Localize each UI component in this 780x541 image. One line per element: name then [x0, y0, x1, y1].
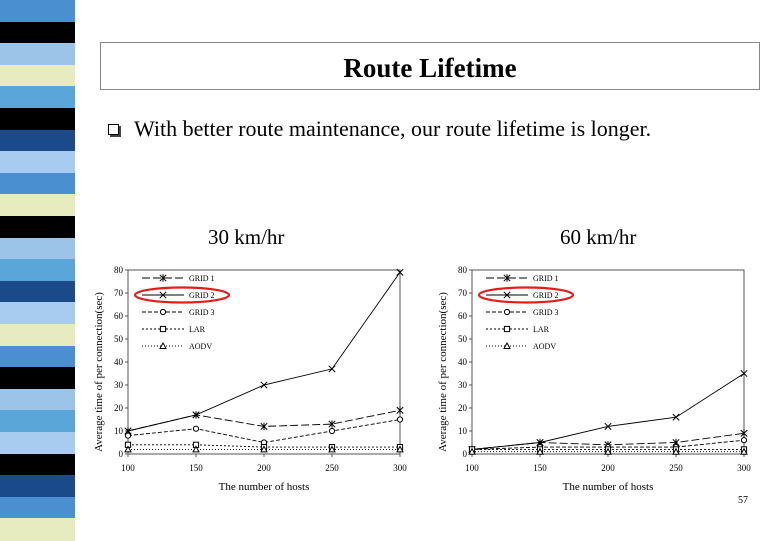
- stripe-block: [0, 65, 75, 88]
- x-tick-label: 300: [393, 463, 407, 473]
- stripe-block: [0, 518, 75, 541]
- y-tick-label: 0: [118, 449, 123, 459]
- x-tick-label: 250: [669, 463, 683, 473]
- chart-label-30: 30 km/hr: [208, 225, 285, 249]
- y-tick-label: 60: [114, 311, 123, 321]
- x-tick-label: 300: [737, 463, 751, 473]
- legend-label: LAR: [189, 325, 205, 334]
- y-tick-label: 10: [458, 426, 467, 436]
- y-axis-label: Average time of per connection(sec): [437, 292, 449, 452]
- stripe-block: [0, 389, 75, 412]
- bullet-text: With better route maintenance, our route lifetime is longer.: [134, 116, 652, 141]
- y-tick-label: 80: [114, 265, 123, 275]
- legend-label: GRID 1: [533, 274, 559, 283]
- y-axis-label: Average time of per connection(sec): [93, 292, 105, 452]
- data-point: [125, 433, 130, 438]
- y-tick-label: 70: [458, 288, 467, 298]
- y-tick-label: 30: [114, 380, 123, 390]
- stripe-block: [0, 259, 75, 282]
- stripe-block: [0, 86, 75, 109]
- legend-label: GRID 2: [533, 291, 559, 300]
- y-tick-label: 50: [114, 334, 123, 344]
- x-tick-label: 100: [121, 463, 135, 473]
- stripe-block: [0, 346, 75, 369]
- legend-label: GRID 3: [189, 308, 215, 317]
- legend-label: GRID 3: [533, 308, 559, 317]
- x-tick-label: 150: [189, 463, 203, 473]
- legend-marker: [160, 326, 165, 331]
- series-line: [128, 272, 400, 431]
- x-tick-label: 100: [465, 463, 479, 473]
- series-grid-2: [125, 269, 403, 434]
- data-point: [329, 428, 334, 433]
- legend-label: AODV: [533, 342, 557, 351]
- y-tick-label: 0: [462, 449, 467, 459]
- stripe-block: [0, 108, 75, 131]
- y-tick-label: 50: [458, 334, 467, 344]
- stripe-block: [0, 22, 75, 45]
- x-axis-label: The number of hosts: [218, 481, 310, 493]
- stripe-block: [0, 410, 75, 433]
- series-grid-1: [125, 407, 403, 435]
- legend-label: AODV: [189, 342, 213, 351]
- x-tick-label: 250: [325, 463, 339, 473]
- legend-marker: [504, 326, 509, 331]
- stripe-block: [0, 0, 75, 23]
- series-grid-2: [469, 370, 747, 452]
- stripe-block: [0, 302, 75, 325]
- data-point: [193, 426, 198, 431]
- stripe-block: [0, 194, 75, 217]
- data-point: [397, 417, 402, 422]
- stripe-block: [0, 324, 75, 347]
- stripe-block: [0, 454, 75, 477]
- y-tick-label: 10: [114, 426, 123, 436]
- y-tick-label: 20: [114, 403, 123, 413]
- y-tick-label: 60: [458, 311, 467, 321]
- y-tick-label: 70: [114, 288, 123, 298]
- series-grid-3: [125, 417, 402, 445]
- y-tick-label: 30: [458, 380, 467, 390]
- stripe-block: [0, 130, 75, 153]
- stripe-block: [0, 281, 75, 304]
- chart-label-60: 60 km/hr: [560, 225, 637, 249]
- decorative-stripe: [0, 0, 75, 540]
- y-tick-label: 20: [458, 403, 467, 413]
- data-point: [741, 438, 746, 443]
- y-tick-label: 40: [114, 357, 123, 367]
- stripe-block: [0, 367, 75, 390]
- title-box: [100, 42, 760, 90]
- x-axis-label: The number of hosts: [562, 481, 654, 493]
- bullet-icon: [108, 124, 119, 135]
- page-number: 57: [738, 495, 748, 506]
- y-tick-label: 40: [458, 357, 467, 367]
- x-tick-label: 200: [601, 463, 615, 473]
- chart-30kmh: [88, 258, 418, 503]
- slide-title: Route Lifetime: [343, 53, 517, 83]
- legend-label: GRID 1: [189, 274, 215, 283]
- stripe-block: [0, 151, 75, 174]
- y-tick-label: 80: [458, 265, 467, 275]
- legend-label: LAR: [533, 325, 549, 334]
- stripe-block: [0, 173, 75, 196]
- stripe-block: [0, 216, 75, 239]
- stripe-block: [0, 475, 75, 498]
- series-line: [472, 374, 744, 450]
- legend-marker: [504, 309, 509, 314]
- chart-60kmh: [432, 258, 762, 503]
- stripe-block: [0, 43, 75, 66]
- stripe-block: [0, 497, 75, 520]
- stripe-block: [0, 432, 75, 455]
- x-tick-label: 200: [257, 463, 271, 473]
- legend-marker: [160, 309, 165, 314]
- x-tick-label: 150: [533, 463, 547, 473]
- stripe-block: [0, 238, 75, 261]
- legend-label: GRID 2: [189, 291, 215, 300]
